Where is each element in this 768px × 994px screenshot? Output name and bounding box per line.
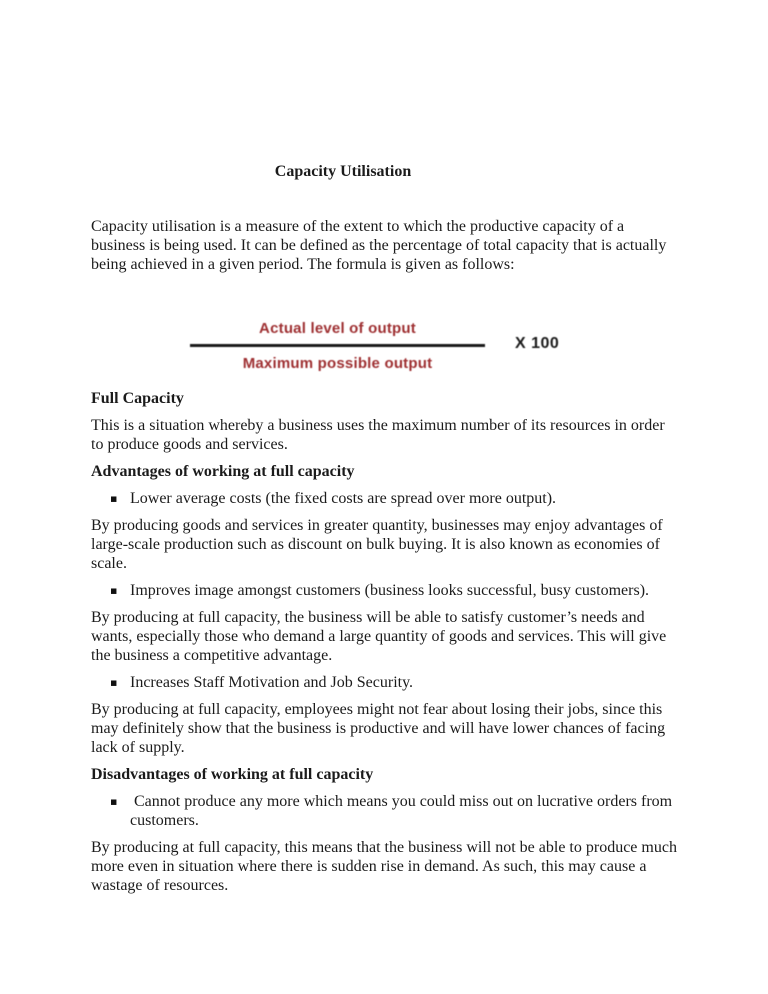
formula-fraction (190, 320, 485, 373)
heading-disadvantages: Disadvantages of working at full capacity (91, 766, 374, 783)
formula-numerator: Actual level of output (259, 320, 416, 337)
list-item (91, 792, 677, 830)
page-title: Capacity Utilisation (274, 163, 412, 180)
square-bullet-icon: ▪ (110, 492, 118, 505)
heading-advantages: Advantages of working at full capacity (91, 463, 355, 480)
formula-multiplier: X 100 (515, 335, 560, 352)
square-bullet-icon: ▪ (110, 676, 118, 689)
advantages-paragraph: By producing at full capacity, the business will be able to satisfy customer’s needs and wants, especially those who demand a large quantity of goods and services. This will give the business a competitive advantage. (91, 609, 667, 664)
list-item (91, 489, 677, 508)
disadvantages-paragraph: By producing at full capacity, this means that the business will not be able to produce much more even in situation where there is sudden rise in demand. As such, this may cause a wastage of resources. (91, 839, 677, 894)
list-item (91, 673, 677, 692)
full-capacity-paragraph: This is a situation whereby a business uses the maximum number of its resources in order to produce goods and services. (91, 417, 665, 453)
heading-full-capacity: Full Capacity (91, 390, 184, 407)
bullet-text: Cannot produce any more which means you could miss out on lucrative orders from customers. (130, 793, 677, 829)
square-bullet-icon: ▪ (110, 584, 118, 597)
bullet-text: Improves image amongst customers (business looks successful, busy customers). (130, 582, 650, 599)
formula-denominator: Maximum possible output (242, 355, 433, 372)
advantages-paragraph: By producing goods and services in greater quantity, businesses may enjoy advantages of large-scale production such as discount on bulk buying. It is also known as economies of scale. (91, 517, 663, 572)
list-item (91, 581, 677, 600)
intro-paragraph: Capacity utilisation is a measure of the extent to which the productive capacity of a business is being used. It can be defined as the percentage of total capacity that is actually being achieved in a given period. The formula is given as follows: (91, 218, 667, 273)
advantages-paragraph: By producing at full capacity, employees might not fear about losing their jobs, since this may definitely show that the business is productive and will have lower chances of facing lack of supply. (91, 701, 666, 756)
fraction-line (190, 344, 485, 347)
capacity-formula-image (91, 320, 677, 373)
square-bullet-icon: ▪ (110, 795, 118, 808)
bullet-text: Increases Staff Motivation and Job Security. (130, 674, 414, 691)
bullet-text: Lower average costs (the fixed costs are spread over more output). (130, 490, 557, 507)
